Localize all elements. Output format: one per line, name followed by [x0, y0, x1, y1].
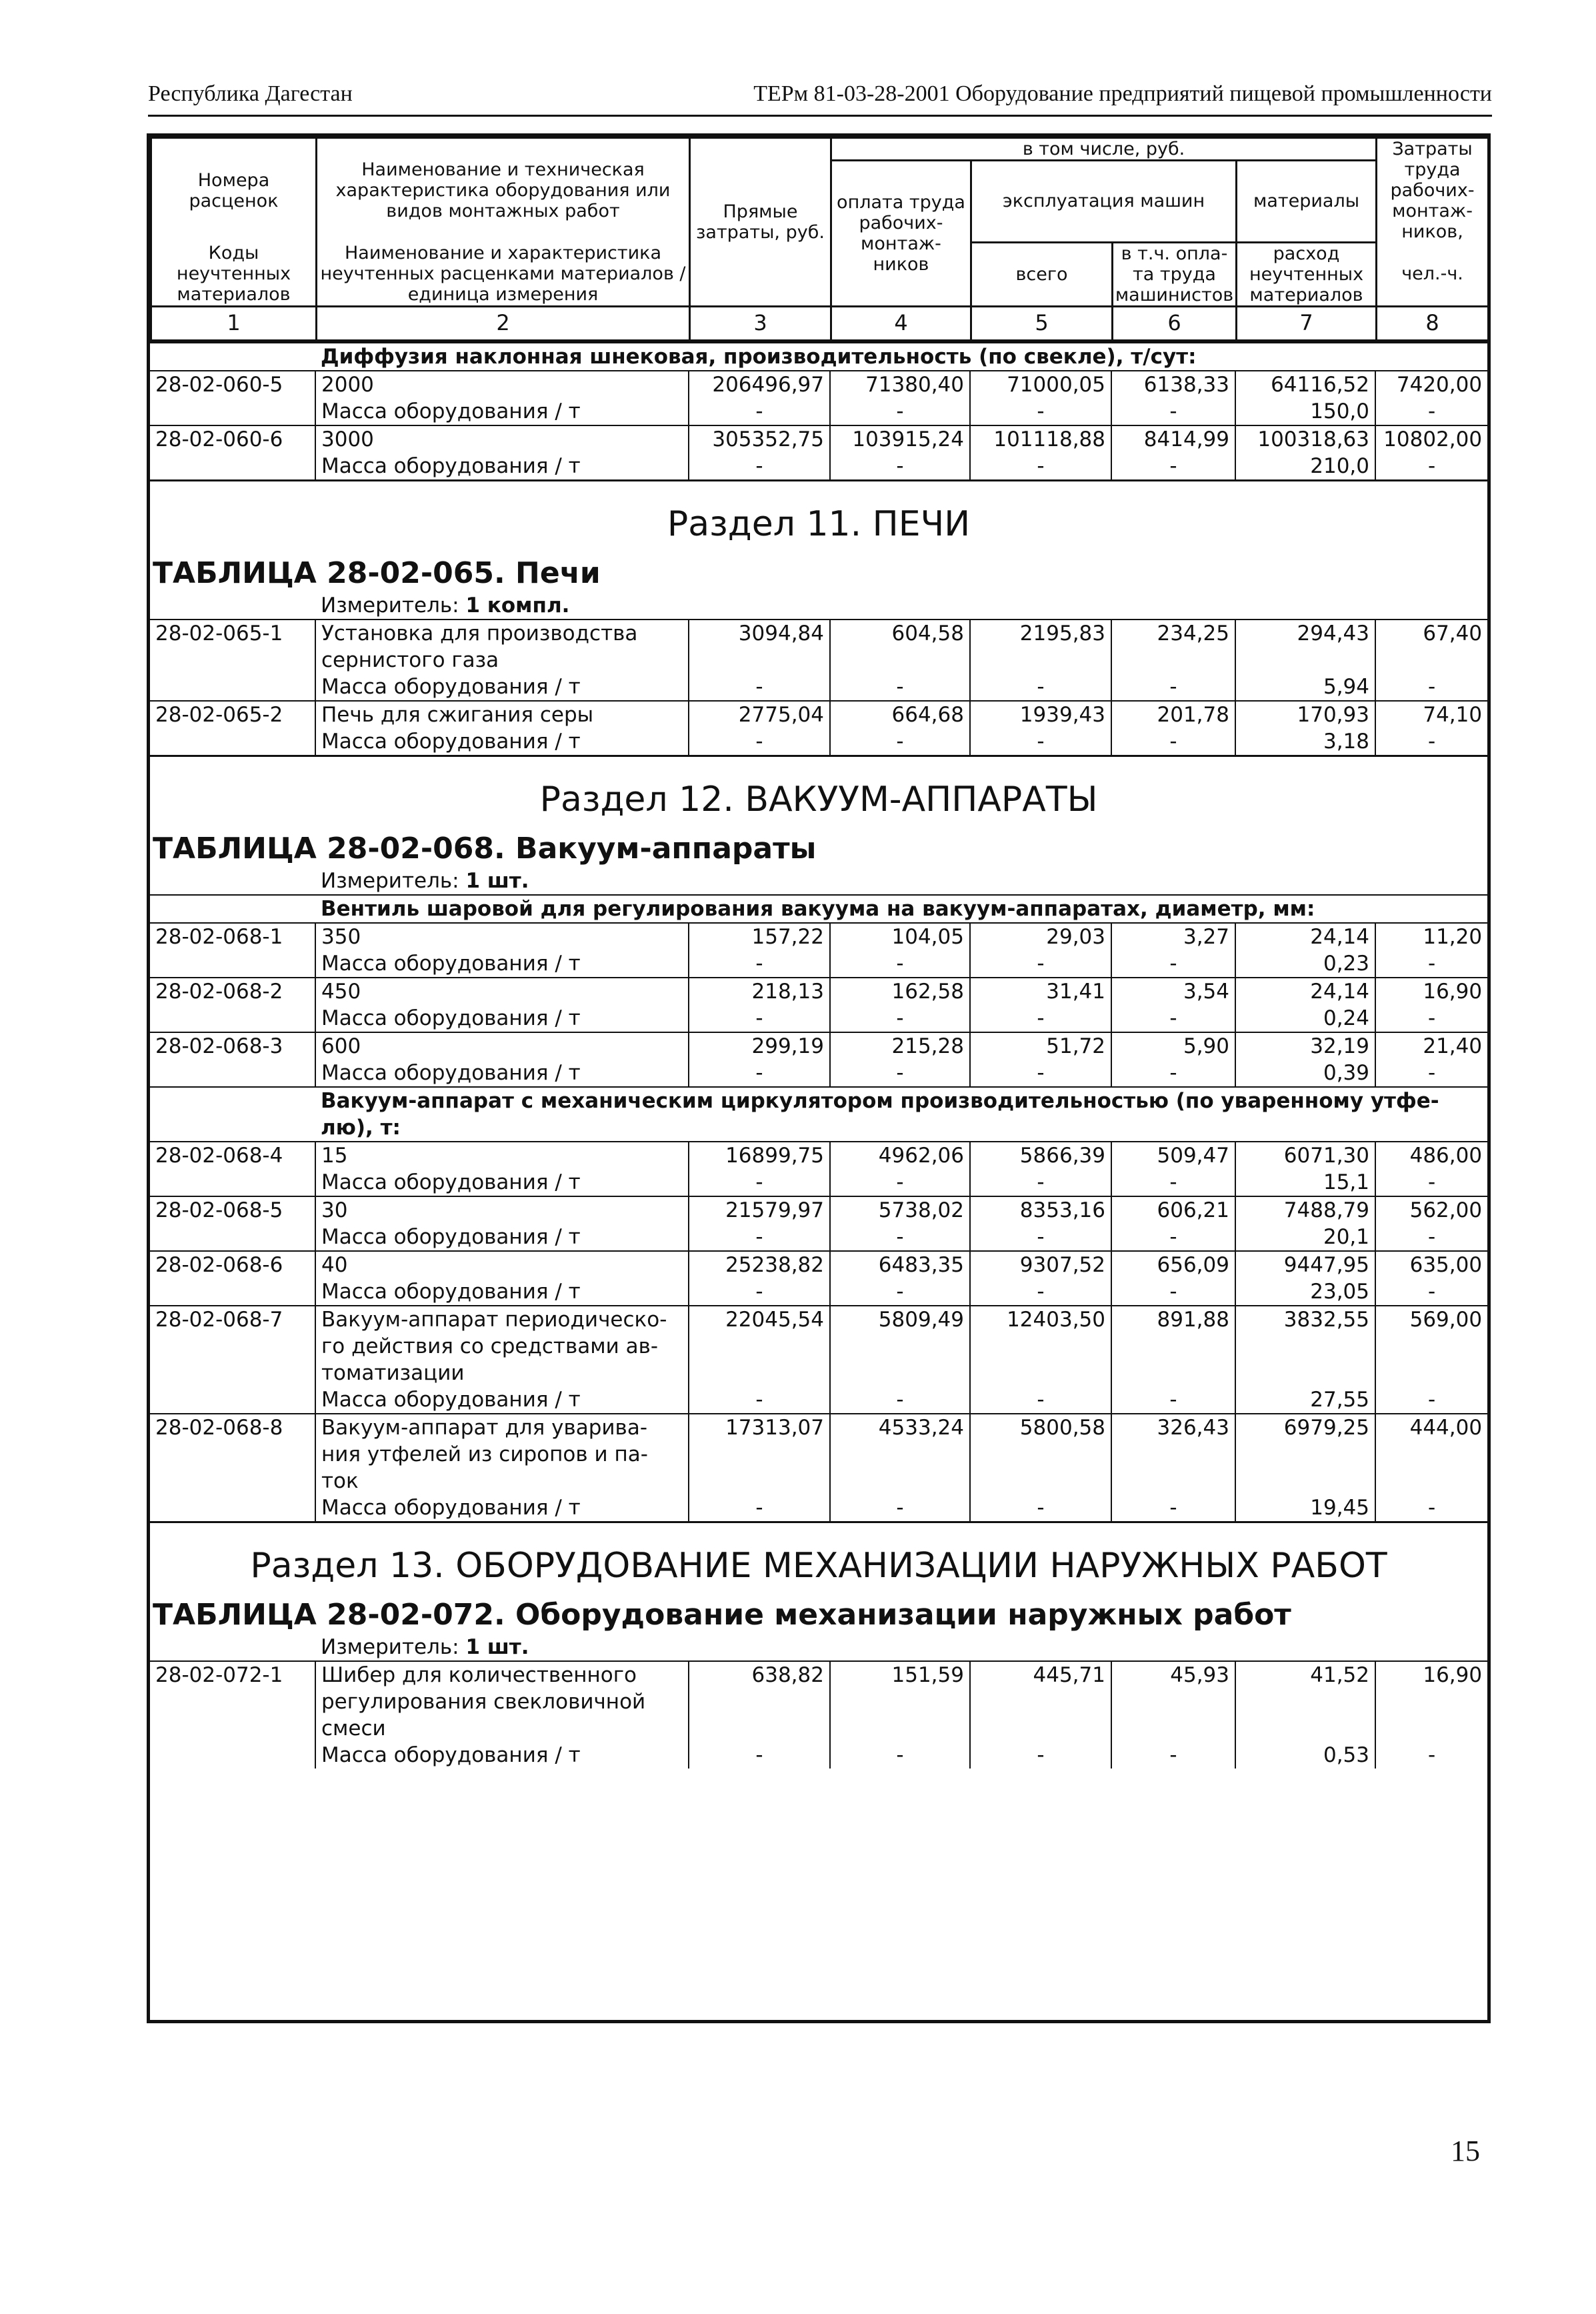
mass-label: Масса оборудования / т [315, 453, 689, 481]
value-cell-col7: 41,52 [1235, 1661, 1375, 1742]
value-cell-col7: 0,23 [1235, 950, 1375, 978]
group-heading-row [150, 895, 1487, 923]
measurer-row [150, 592, 1487, 620]
value-cell-col8: 569,00 [1375, 1306, 1487, 1386]
value-cell-col6: 201,78 [1111, 701, 1235, 728]
col7-header: расход неучтенных материалов [1237, 242, 1377, 306]
value-cell-col5: 5866,39 [970, 1142, 1111, 1169]
col-number: 5 [971, 306, 1113, 340]
value-cell-col5: - [970, 674, 1111, 701]
value-cell-col4: - [830, 398, 970, 425]
value-cell-col3: 305352,75 [689, 425, 830, 453]
value-cell-col5: - [970, 728, 1111, 756]
value-cell-col8: 635,00 [1375, 1251, 1487, 1278]
value-cell-col3: 2775,04 [689, 701, 830, 728]
rate-name: 40 [315, 1251, 689, 1278]
mass-label: Масса оборудования / т [315, 398, 689, 425]
col-number: 4 [831, 306, 971, 340]
col4-header: оплата труда рабочих-монтаж-ников [831, 161, 971, 307]
value-cell-col8: 11,20 [1375, 923, 1487, 950]
value-cell-col3: - [689, 674, 830, 701]
measurer-label: Измеритель: [321, 593, 459, 618]
rate-row [150, 978, 1487, 1005]
mass-label: Масса оборудования / т [315, 728, 689, 756]
value-cell-col6: - [1111, 1169, 1235, 1196]
value-cell-col7: 6071,30 [1235, 1142, 1375, 1169]
measurer [315, 1634, 1487, 1661]
col-number: 3 [690, 306, 831, 340]
value-cell-col5: 101118,88 [970, 425, 1111, 453]
measurer-label: Измеритель: [321, 1634, 459, 1659]
col6-header: в т.ч. опла-та труда машинистов [1113, 242, 1237, 306]
group-heading-row [150, 1087, 1487, 1142]
group-header: в том числе, руб. [831, 138, 1377, 161]
value-cell-col5: - [970, 1742, 1111, 1769]
value-cell-col6: 656,09 [1111, 1251, 1235, 1278]
value-cell-col3: - [689, 1742, 830, 1769]
value-cell-col6: - [1111, 1386, 1235, 1414]
value-cell-col4: 151,59 [830, 1661, 970, 1742]
value-cell-col6: 509,47 [1111, 1142, 1235, 1169]
value-cell-col5: - [970, 1169, 1111, 1196]
measurer-label: Измеритель: [321, 868, 459, 893]
col-number: 1 [151, 306, 317, 340]
rate-name: Шибер для количественного регулирования свекловичной смеси [315, 1661, 689, 1742]
rate-name: 30 [315, 1196, 689, 1224]
value-cell-col7: 24,14 [1235, 923, 1375, 950]
value-cell-col4: 104,05 [830, 923, 970, 950]
rate-name: 350 [315, 923, 689, 950]
value-cell-col4: 162,58 [830, 978, 970, 1005]
rate-row [150, 371, 1487, 398]
value-cell-col3: - [689, 1005, 830, 1032]
value-cell-col3: - [689, 728, 830, 756]
value-cell-col6: 606,21 [1111, 1196, 1235, 1224]
value-cell-col4: - [830, 950, 970, 978]
rate-row [150, 425, 1487, 453]
rate-code: 28-02-060-5 [150, 371, 315, 398]
rate-row [150, 1251, 1487, 1278]
mass-row [150, 1386, 1487, 1414]
value-cell-col6: 326,43 [1111, 1414, 1235, 1494]
value-cell-col8: - [1427, 951, 1436, 976]
value-cell-col3: 16899,75 [689, 1142, 830, 1169]
value-cell-col7: 210,0 [1235, 453, 1375, 481]
col2-top-header: Наименование и техническая характеристика оборудования или видов монтажных работ [317, 138, 690, 243]
rate-name: Вакуум-аппарат для уварива-ния утфелей из сиропов и па-ток [315, 1414, 689, 1494]
empty-code-cell [150, 1224, 315, 1251]
value-cell-col5: - [970, 398, 1111, 425]
rate-code: 28-02-068-5 [150, 1196, 315, 1224]
value-cell-col5: - [970, 1005, 1111, 1032]
value-cell-col5: - [970, 453, 1111, 481]
value-cell-col6: - [1111, 1742, 1235, 1769]
group-heading-spacer [150, 1087, 315, 1142]
value-cell-col8: - [1427, 1495, 1436, 1520]
rate-code: 28-02-068-4 [150, 1142, 315, 1169]
section-title-row [150, 1522, 1487, 1596]
value-cell-col7: 0,53 [1235, 1742, 1375, 1769]
table-title: ТАБЛИЦА 28-02-065. Печи [153, 555, 601, 590]
value-cell-col3: 206496,97 [689, 371, 830, 398]
price-table-body [150, 341, 1487, 1769]
group-heading-spacer [150, 342, 315, 371]
measurer-value: 1 шт. [465, 868, 529, 893]
value-cell-col5: - [970, 1224, 1111, 1251]
measurer-row [150, 868, 1487, 895]
value-cell-col4: - [830, 1386, 970, 1414]
value-cell-col7: 64116,52 [1235, 371, 1375, 398]
running-header-left: Республика Дагестан [148, 81, 353, 106]
value-cell-col5: 12403,50 [970, 1306, 1111, 1386]
mass-label: Масса оборудования / т [315, 1742, 689, 1769]
section-title: Раздел 11. ПЕЧИ [150, 480, 1487, 555]
value-cell-col3: - [689, 950, 830, 978]
value-cell-col6: 234,25 [1111, 620, 1235, 674]
group-heading: Вентиль шаровой для регулирования вакуума на вакуум-аппаратах, диаметр, мм: [315, 895, 1487, 923]
col1-top-header: Номера расценок [151, 138, 317, 243]
value-cell-col3: 21579,97 [689, 1196, 830, 1224]
mass-row [150, 1005, 1487, 1032]
value-cell-col3: 3094,84 [689, 620, 830, 674]
table-title-row [150, 1596, 1487, 1634]
value-cell-col8: 562,00 [1375, 1196, 1487, 1224]
value-cell-col8: 16,90 [1375, 978, 1487, 1005]
empty-code-cell [150, 1060, 315, 1087]
rate-name: 3000 [315, 425, 689, 453]
measurer-spacer [150, 868, 315, 895]
value-cell-col7: 0,24 [1235, 1005, 1375, 1032]
rate-code: 28-02-060-6 [150, 425, 315, 453]
measurer-row [150, 1634, 1487, 1661]
value-cell-col5: 29,03 [970, 923, 1111, 950]
value-cell-col8: - [1427, 1279, 1436, 1304]
value-cell-col7: 3,18 [1235, 728, 1375, 756]
mass-row [150, 1224, 1487, 1251]
value-cell-col5: 71000,05 [970, 371, 1111, 398]
value-cell-col4: - [830, 1224, 970, 1251]
value-cell-col8: - [1427, 1224, 1436, 1249]
value-cell-col4: - [830, 728, 970, 756]
page-number: 15 [1451, 2135, 1480, 2167]
value-cell-col7: 23,05 [1235, 1278, 1375, 1306]
value-cell-col4: - [830, 1169, 970, 1196]
value-cell-col8: - [1427, 1170, 1436, 1194]
value-cell-col6: - [1111, 950, 1235, 978]
value-cell-col8: - [1427, 453, 1436, 478]
value-cell-col6: 891,88 [1111, 1306, 1235, 1386]
empty-code-cell [150, 453, 315, 481]
value-cell-col8: - [1427, 729, 1436, 754]
value-cell-col7: 5,94 [1235, 674, 1375, 701]
measurer-value: 1 шт. [465, 1634, 529, 1659]
rate-row [150, 1196, 1487, 1224]
col-number: 6 [1113, 306, 1237, 340]
value-cell-col8: 16,90 [1375, 1661, 1487, 1742]
mass-row [150, 398, 1487, 425]
mass-label: Масса оборудования / т [315, 1060, 689, 1087]
value-cell-col6: 3,54 [1111, 978, 1235, 1005]
mass-label: Масса оборудования / т [315, 1224, 689, 1251]
rate-name: Установка для производства сернистого газа [315, 620, 689, 674]
col5-header: всего [971, 242, 1113, 306]
rate-row [150, 1661, 1487, 1742]
value-cell-col4: 4533,24 [830, 1414, 970, 1494]
rate-row [150, 1306, 1487, 1386]
value-cell-col8: - [1427, 1006, 1436, 1030]
mass-row [150, 950, 1487, 978]
measurer-spacer [150, 1634, 315, 1661]
value-cell-col6: - [1111, 398, 1235, 425]
value-cell-col6: - [1111, 674, 1235, 701]
section-title: Раздел 12. ВАКУУМ-АППАРАТЫ [150, 756, 1487, 830]
measurer [315, 592, 1487, 620]
empty-code-cell [150, 674, 315, 701]
value-cell-col8: - [1427, 1387, 1436, 1412]
value-cell-col5: - [970, 1386, 1111, 1414]
value-cell-col5: 2195,83 [970, 620, 1111, 674]
value-cell-col3: - [689, 1278, 830, 1306]
value-cell-col3: - [689, 1060, 830, 1087]
value-cell-col6: - [1111, 1224, 1235, 1251]
mass-label: Масса оборудования / т [315, 1386, 689, 1414]
rate-name: 2000 [315, 371, 689, 398]
section-title: Раздел 13. ОБОРУДОВАНИЕ МЕХАНИЗАЦИИ НАРУЖНЫХ РАБОТ [150, 1522, 1487, 1596]
value-cell-col4: 604,58 [830, 620, 970, 674]
empty-code-cell [150, 1742, 315, 1769]
measurer-spacer [150, 592, 315, 620]
value-cell-col7: 150,0 [1235, 398, 1375, 425]
empty-code-cell [150, 1494, 315, 1522]
value-cell-col5: 5800,58 [970, 1414, 1111, 1494]
mass-label: Масса оборудования / т [315, 950, 689, 978]
value-cell-col4: 4962,06 [830, 1142, 970, 1169]
value-cell-col6: 5,90 [1111, 1032, 1235, 1060]
value-cell-col3: - [689, 398, 830, 425]
col-number: 2 [317, 306, 690, 340]
value-cell-col5: 1939,43 [970, 701, 1111, 728]
value-cell-col7: 9447,95 [1235, 1251, 1375, 1278]
value-cell-col4: 71380,40 [830, 371, 970, 398]
value-cell-col4: - [830, 453, 970, 481]
value-cell-col8: 21,40 [1375, 1032, 1487, 1060]
value-cell-col7: 294,43 [1235, 620, 1375, 674]
empty-code-cell [150, 728, 315, 756]
group-heading: Вакуум-аппарат с механическим циркулятором производительностью (по уваренному утфе-лю), т: [315, 1087, 1487, 1142]
value-cell-col4: 103915,24 [830, 425, 970, 453]
rate-code: 28-02-068-2 [150, 978, 315, 1005]
rate-row [150, 701, 1487, 728]
value-cell-col4: - [830, 1005, 970, 1032]
rate-row [150, 1414, 1487, 1494]
value-cell-col3: 638,82 [689, 1661, 830, 1742]
value-cell-col3: 25238,82 [689, 1251, 830, 1278]
group-heading-spacer [150, 895, 315, 923]
value-cell-col3: - [689, 453, 830, 481]
rate-code: 28-02-068-6 [150, 1251, 315, 1278]
table-title-row [150, 830, 1487, 868]
value-cell-col6: - [1111, 1005, 1235, 1032]
rate-row [150, 1142, 1487, 1169]
value-cell-col8: - [1427, 399, 1436, 423]
value-cell-col6: - [1111, 728, 1235, 756]
table-title: ТАБЛИЦА 28-02-072. Оборудование механизации наружных работ [153, 1597, 1291, 1632]
rate-name: Печь для сжигания серы [315, 701, 689, 728]
rate-code: 28-02-065-2 [150, 701, 315, 728]
mass-label: Масса оборудования / т [315, 1169, 689, 1196]
mass-row [150, 728, 1487, 756]
value-cell-col3: - [689, 1494, 830, 1522]
mass-label: Масса оборудования / т [315, 674, 689, 701]
mass-label: Масса оборудования / т [315, 1494, 689, 1522]
rate-row [150, 620, 1487, 674]
value-cell-col7: 27,55 [1235, 1386, 1375, 1414]
value-cell-col3: - [689, 1169, 830, 1196]
value-cell-col5: 8353,16 [970, 1196, 1111, 1224]
mass-label: Масса оборудования / т [315, 1278, 689, 1306]
value-cell-col8: - [1427, 1743, 1436, 1767]
mass-row [150, 1169, 1487, 1196]
value-cell-col4: - [830, 1278, 970, 1306]
value-cell-col5: 9307,52 [970, 1251, 1111, 1278]
value-cell-col5: - [970, 1494, 1111, 1522]
empty-code-cell [150, 398, 315, 425]
value-cell-col5: - [970, 1060, 1111, 1087]
value-cell-col4: 664,68 [830, 701, 970, 728]
value-cell-col4: 6483,35 [830, 1251, 970, 1278]
value-cell-col6: - [1111, 453, 1235, 481]
empty-code-cell [150, 1278, 315, 1306]
value-cell-col6: 6138,33 [1111, 371, 1235, 398]
value-cell-col3: 157,22 [689, 923, 830, 950]
value-cell-col3: 22045,54 [689, 1306, 830, 1386]
value-cell-col7: 170,93 [1235, 701, 1375, 728]
value-cell-col7: 24,14 [1235, 978, 1375, 1005]
mass-row [150, 1742, 1487, 1769]
mass-row [150, 1278, 1487, 1306]
table-title: ТАБЛИЦА 28-02-068. Вакуум-аппараты [153, 831, 817, 866]
value-cell-col8: 10802,00 [1375, 425, 1487, 453]
value-cell-col3: 218,13 [689, 978, 830, 1005]
value-cell-col8: 7420,00 [1375, 371, 1487, 398]
mass-label: Масса оборудования / т [315, 1005, 689, 1032]
section-title-row [150, 756, 1487, 830]
exploitation-header: эксплуатация машин [971, 161, 1237, 243]
value-cell-col6: - [1111, 1494, 1235, 1522]
value-cell-col3: 299,19 [689, 1032, 830, 1060]
empty-code-cell [150, 1005, 315, 1032]
value-cell-col4: 5738,02 [830, 1196, 970, 1224]
rate-row [150, 1032, 1487, 1060]
value-cell-col7: 6979,25 [1235, 1414, 1375, 1494]
rate-name: Вакуум-аппарат периодическо-го действия со средствами ав-томатизации [315, 1306, 689, 1386]
value-cell-col7: 0,39 [1235, 1060, 1375, 1087]
col8-top-header: Затраты труда рабочих-монтаж-ников, [1377, 138, 1489, 243]
materials-header: материалы [1237, 161, 1377, 243]
group-heading: Диффузия наклонная шнековая, производительность (по свекле), т/сут: [315, 342, 1487, 371]
mass-row [150, 1060, 1487, 1087]
value-cell-col5: 445,71 [970, 1661, 1111, 1742]
value-cell-col5: 51,72 [970, 1032, 1111, 1060]
col8-bottom-header: чел.-ч. [1377, 242, 1489, 306]
value-cell-col8: 444,00 [1375, 1414, 1487, 1494]
rate-name: 450 [315, 978, 689, 1005]
rate-row [150, 923, 1487, 950]
rate-name: 600 [315, 1032, 689, 1060]
rate-code: 28-02-068-3 [150, 1032, 315, 1060]
price-table-frame [147, 133, 1491, 2023]
value-cell-col6: - [1111, 1060, 1235, 1087]
rate-code: 28-02-068-7 [150, 1306, 315, 1386]
value-cell-col6: 3,27 [1111, 923, 1235, 950]
value-cell-col3: - [689, 1386, 830, 1414]
mass-row [150, 674, 1487, 701]
measurer-value: 1 компл. [465, 593, 570, 618]
col-number: 7 [1237, 306, 1377, 340]
rate-name: 15 [315, 1142, 689, 1169]
empty-code-cell [150, 1169, 315, 1196]
value-cell-col7: 7488,79 [1235, 1196, 1375, 1224]
col2-bottom-header: Наименование и характеристика неучтенных расценками материалов / единица измерения [317, 242, 690, 306]
col1-bottom-header: Коды неучтенных материалов [151, 242, 317, 306]
value-cell-col8: 67,40 [1375, 620, 1487, 674]
rate-code: 28-02-072-1 [150, 1661, 315, 1742]
col3-header: Прямые затраты, руб. [690, 138, 831, 307]
value-cell-col4: 5809,49 [830, 1306, 970, 1386]
running-header-right: ТЕРм 81-03-28-2001 Оборудование предприятий пищевой промышленности [753, 81, 1492, 106]
value-cell-col7: 15,1 [1235, 1169, 1375, 1196]
value-cell-col8: - [1427, 674, 1436, 699]
value-cell-col5: - [970, 1278, 1111, 1306]
table-title-row [150, 555, 1487, 592]
rate-code: 28-02-068-1 [150, 923, 315, 950]
value-cell-col5: - [970, 950, 1111, 978]
group-heading-row [150, 342, 1487, 371]
value-cell-col5: 31,41 [970, 978, 1111, 1005]
value-cell-col7: 100318,63 [1235, 425, 1375, 453]
section-title-row [150, 480, 1487, 555]
value-cell-col4: - [830, 674, 970, 701]
value-cell-col6: 8414,99 [1111, 425, 1235, 453]
value-cell-col3: - [689, 1224, 830, 1251]
measurer [315, 868, 1487, 895]
value-cell-col4: - [830, 1060, 970, 1087]
value-cell-col4: - [830, 1742, 970, 1769]
value-cell-col8: - [1427, 1060, 1436, 1085]
col-number: 8 [1377, 306, 1489, 340]
header-rule [148, 115, 1492, 117]
value-cell-col7: 19,45 [1235, 1494, 1375, 1522]
empty-code-cell [150, 1386, 315, 1414]
value-cell-col6: 45,93 [1111, 1661, 1235, 1742]
empty-code-cell [150, 950, 315, 978]
value-cell-col4: 215,28 [830, 1032, 970, 1060]
column-header [150, 137, 1489, 341]
rate-code: 28-02-068-8 [150, 1414, 315, 1494]
value-cell-col7: 20,1 [1235, 1224, 1375, 1251]
mass-row [150, 1494, 1487, 1522]
rate-code: 28-02-065-1 [150, 620, 315, 674]
value-cell-col8: 74,10 [1375, 701, 1487, 728]
value-cell-col4: - [830, 1494, 970, 1522]
value-cell-col6: - [1111, 1278, 1235, 1306]
value-cell-col3: 17313,07 [689, 1414, 830, 1494]
value-cell-col7: 3832,55 [1235, 1306, 1375, 1386]
mass-row [150, 453, 1487, 481]
value-cell-col8: 486,00 [1375, 1142, 1487, 1169]
value-cell-col7: 32,19 [1235, 1032, 1375, 1060]
